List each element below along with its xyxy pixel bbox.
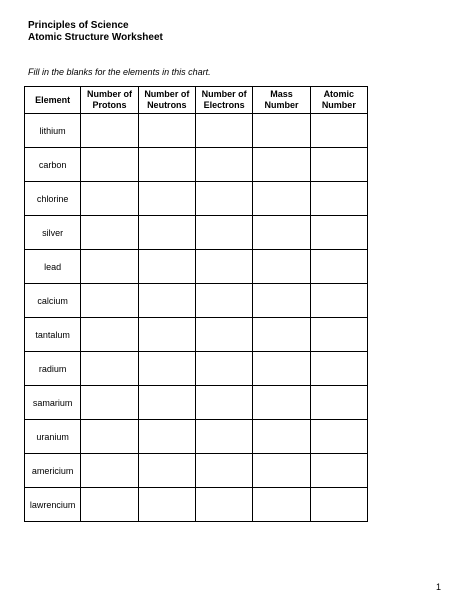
- header-electrons-line2: Electrons: [203, 100, 245, 110]
- blank-cell-neutrons[interactable]: [138, 250, 195, 284]
- header-electrons-line1: Number of: [201, 89, 247, 99]
- blank-cell-atomic-number[interactable]: [310, 386, 367, 420]
- blank-cell-neutrons[interactable]: [138, 488, 195, 522]
- blank-cell-protons[interactable]: [81, 284, 138, 318]
- blank-cell-atomic-number[interactable]: [310, 352, 367, 386]
- header-neutrons-line1: Number of: [144, 89, 190, 99]
- blank-cell-neutrons[interactable]: [138, 216, 195, 250]
- table-row: [25, 250, 368, 284]
- blank-cell-protons[interactable]: [81, 454, 138, 488]
- blank-cell-mass-number[interactable]: [253, 420, 310, 454]
- element-name: samarium: [25, 386, 81, 420]
- header-protons-line1: Number of: [86, 89, 132, 99]
- worksheet-subtitle: Atomic Structure Worksheet: [28, 32, 163, 43]
- header-mass-number: [253, 87, 310, 114]
- blank-cell-neutrons[interactable]: [138, 352, 195, 386]
- blank-cell-electrons[interactable]: [195, 318, 252, 352]
- blank-cell-electrons[interactable]: [195, 420, 252, 454]
- blank-cell-protons[interactable]: [81, 318, 138, 352]
- blank-cell-protons[interactable]: [81, 352, 138, 386]
- element-name: calcium: [25, 284, 81, 318]
- blank-cell-electrons[interactable]: [195, 386, 252, 420]
- element-name: lead: [25, 250, 81, 284]
- table-row: [25, 216, 368, 250]
- blank-cell-electrons[interactable]: [195, 114, 252, 148]
- blank-cell-electrons[interactable]: [195, 488, 252, 522]
- table-header-row: [25, 87, 368, 114]
- blank-cell-mass-number[interactable]: [253, 182, 310, 216]
- blank-cell-atomic-number[interactable]: [310, 114, 367, 148]
- blank-cell-electrons[interactable]: [195, 284, 252, 318]
- blank-cell-atomic-number[interactable]: [310, 182, 367, 216]
- blank-cell-electrons[interactable]: [195, 182, 252, 216]
- table-body: [25, 114, 368, 522]
- blank-cell-mass-number[interactable]: [253, 284, 310, 318]
- element-name: carbon: [25, 148, 81, 182]
- blank-cell-neutrons[interactable]: [138, 454, 195, 488]
- blank-cell-protons[interactable]: [81, 420, 138, 454]
- header-mass-line2: Number: [264, 100, 299, 110]
- blank-cell-mass-number[interactable]: [253, 488, 310, 522]
- blank-cell-mass-number[interactable]: [253, 250, 310, 284]
- element-name: radium: [25, 352, 81, 386]
- element-name: chlorine: [25, 182, 81, 216]
- blank-cell-neutrons[interactable]: [138, 148, 195, 182]
- blank-cell-neutrons[interactable]: [138, 386, 195, 420]
- table-row: [25, 114, 368, 148]
- blank-cell-mass-number[interactable]: [253, 114, 310, 148]
- header-protons-line2: Protons: [92, 100, 127, 110]
- blank-cell-atomic-number[interactable]: [310, 318, 367, 352]
- blank-cell-mass-number[interactable]: [253, 386, 310, 420]
- blank-cell-mass-number[interactable]: [253, 454, 310, 488]
- atomic-structure-table: [24, 86, 368, 522]
- blank-cell-electrons[interactable]: [195, 216, 252, 250]
- blank-cell-mass-number[interactable]: [253, 216, 310, 250]
- element-name: americium: [25, 454, 81, 488]
- blank-cell-neutrons[interactable]: [138, 318, 195, 352]
- header-neutrons: [138, 87, 195, 114]
- blank-cell-neutrons[interactable]: [138, 114, 195, 148]
- element-name: silver: [25, 216, 81, 250]
- element-name: lithium: [25, 114, 81, 148]
- blank-cell-electrons[interactable]: [195, 454, 252, 488]
- element-name: tantalum: [25, 318, 81, 352]
- element-name: lawrencium: [25, 488, 81, 522]
- header-neutrons-line2: Neutrons: [147, 100, 187, 110]
- blank-cell-protons[interactable]: [81, 250, 138, 284]
- header-element: [25, 87, 81, 114]
- blank-cell-mass-number[interactable]: [253, 148, 310, 182]
- table-row: [25, 318, 368, 352]
- table-row: [25, 488, 368, 522]
- table-row: [25, 148, 368, 182]
- header-protons: [81, 87, 138, 114]
- table-row: [25, 352, 368, 386]
- table-row: [25, 454, 368, 488]
- header-atomic-number: [310, 87, 367, 114]
- instructions-text: Fill in the blanks for the elements in this chart.: [28, 67, 211, 77]
- blank-cell-protons[interactable]: [81, 182, 138, 216]
- blank-cell-protons[interactable]: [81, 216, 138, 250]
- blank-cell-electrons[interactable]: [195, 250, 252, 284]
- blank-cell-protons[interactable]: [81, 148, 138, 182]
- header-mass-line1: Mass: [270, 89, 293, 99]
- worksheet-title: Principles of Science: [28, 20, 129, 31]
- header-element-label: Element: [35, 94, 71, 105]
- blank-cell-protons[interactable]: [81, 488, 138, 522]
- blank-cell-neutrons[interactable]: [138, 420, 195, 454]
- blank-cell-atomic-number[interactable]: [310, 488, 367, 522]
- table-row: [25, 420, 368, 454]
- blank-cell-protons[interactable]: [81, 114, 138, 148]
- blank-cell-electrons[interactable]: [195, 352, 252, 386]
- blank-cell-protons[interactable]: [81, 386, 138, 420]
- blank-cell-mass-number[interactable]: [253, 318, 310, 352]
- blank-cell-neutrons[interactable]: [138, 182, 195, 216]
- page-number: 1: [436, 582, 442, 592]
- header-electrons: [195, 87, 252, 114]
- blank-cell-neutrons[interactable]: [138, 284, 195, 318]
- blank-cell-electrons[interactable]: [195, 148, 252, 182]
- header-atomic-line1: Atomic: [323, 89, 355, 99]
- element-name: uranium: [25, 420, 81, 454]
- blank-cell-atomic-number[interactable]: [310, 216, 367, 250]
- blank-cell-atomic-number[interactable]: [310, 284, 367, 318]
- header-atomic-line2: Number: [321, 100, 356, 110]
- blank-cell-atomic-number[interactable]: [310, 454, 367, 488]
- blank-cell-mass-number[interactable]: [253, 352, 310, 386]
- table-row: [25, 386, 368, 420]
- table-row: [25, 284, 368, 318]
- table-row: [25, 182, 368, 216]
- blank-cell-atomic-number[interactable]: [310, 250, 367, 284]
- blank-cell-atomic-number[interactable]: [310, 148, 367, 182]
- blank-cell-atomic-number[interactable]: [310, 420, 367, 454]
